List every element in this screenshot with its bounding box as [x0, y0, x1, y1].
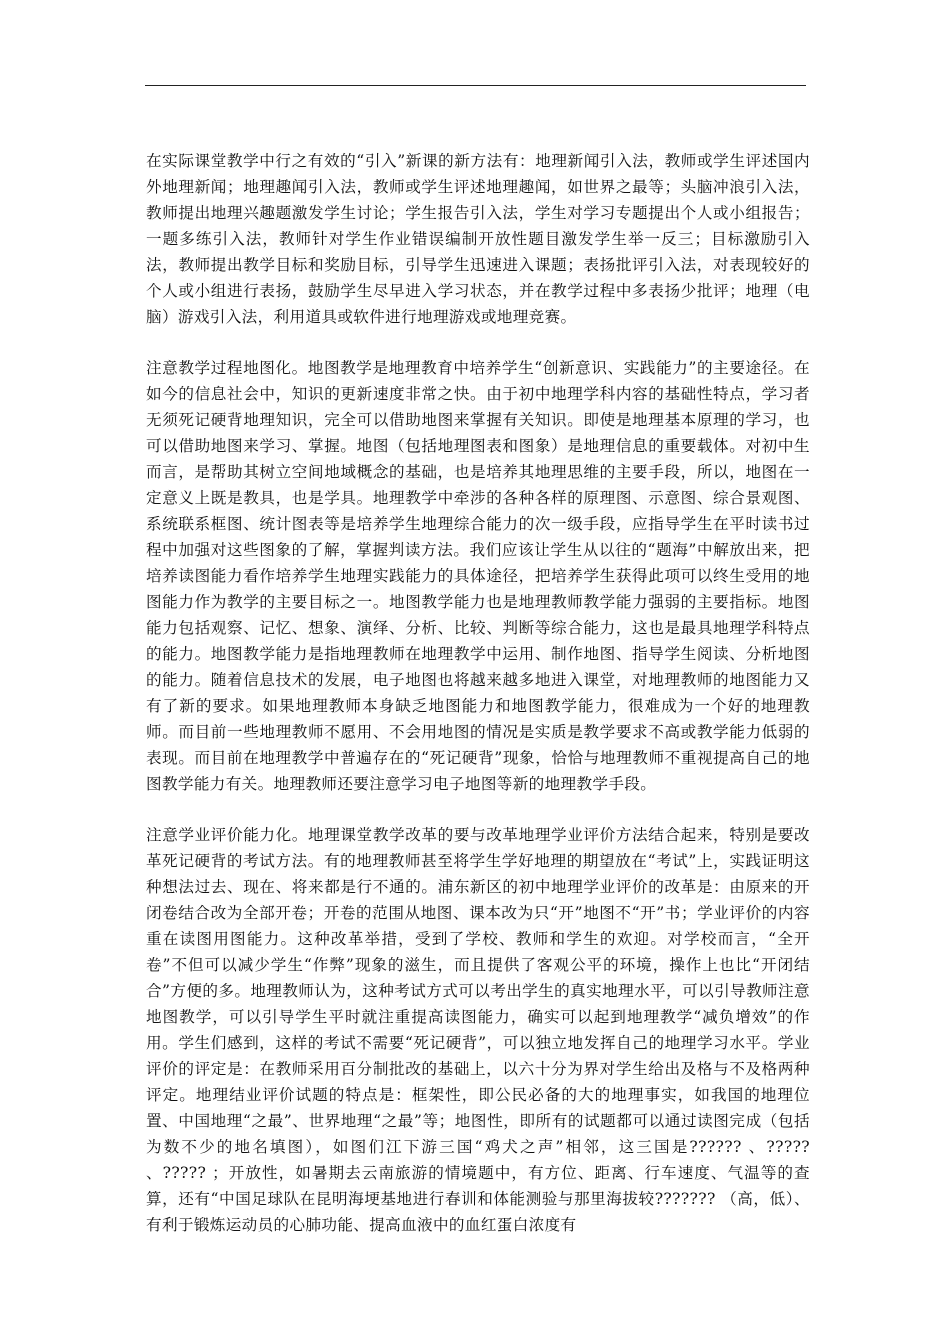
paragraph-assessment: 注意学业评价能力化。地理课堂教学改革的要与改革地理学业评价方法结合起来，特别是要改革死记硬背的考试方法。有的地理教师甚至将学生学好地理的期望放在“考试”上，实践证明这种想法过去、现在、将来都是行不通的。浦东新区的初中地理学业评价的改革是：由原来的开闭卷结合改为全部开卷；开卷的范围从地图、课本改为只“开”地图不“开”书；学业评价的内容重在读图用图能力。这种改革举措，受到了学校、教师和学生的欢迎。对学校而言，“全开卷”不但可以减少学生“作弊”现象的滋生，而且提供了客观公平的环境，操作上也比“开闭结合”方便的多。地理教师认为，这种考试方式可以考出学生的真实地理水平，可以引导教师注意地图教学，可以引导学生平时就注重提高读图能力，确实可以起到地理教学“减负增效”的作用。学生们感到，这样的考试不需要“死记硬背”，可以独立地发挥自己的地理学习水平。学业评价的评定是：在教师采用百分制批改的基础上，以六十分为界对学生给出及格与不及格两种评定。地理结业评价试题的特点是：框架性，即公民必备的大的地理事实，如我国的地理位置、中国地理“之最”、世界地理“之最”等；地图性，即所有的试题都可以通过读图完成（包括为数不少的地名填图），如图们江下游三国“鸡犬之声”相邻，这三国是?????? 、????? 、????? ；开放性，如暑期去云南旅游的情境题中，有方位、距离、行车速度、气温等的查算，还有“中国足球队在昆明海埂基地进行春训和体能测验与那里海拔较??????? （高，低）、有利于锻炼运动员的心肺功能、提高血液中的血红蛋白浓度有	[146, 826, 810, 1234]
header-rule	[145, 85, 806, 86]
paragraph-map-teaching: 注意教学过程地图化。地图教学是地理教育中培养学生“创新意识、实践能力”的主要途径。在如今的信息社会中，知识的更新速度非常之快。由于初中地理学科内容的基础性特点，学习者无须死记硬背地理知识，完全可以借助地图来掌握有关知识。即使是地理基本原理的学习，也可以借助地图来学习、掌握。地图（包括地理图表和图象）是地理信息的重要载体。对初中生而言，是帮助其树立空间地域概念的基础，也是培养其地理思维的主要手段，所以，地图在一定意义上既是教具，也是学具。地理教学中牵涉的各种各样的原理图、示意图、综合景观图、系统联系框图、统计图表等是培养学生地理综合能力的次一级手段，应指导学生在平时读书过程中加强对这些图象的了解，掌握判读方法。我们应该让学生从以往的“题海”中解放出来，把培养读图能力看作培养学生地理实践能力的具体途径，把培养学生获得此项可以终生受用的地图能力作为教学的主要目标之一。地图教学能力也是地理教师教学能力强弱的主要指标。地图能力包括观察、记忆、想象、演绎、分析、比较、判断等综合能力，这也是最具地理学科特点的能力。地图教学能力是指地理教师在地理教学中运用、制作地图、指导学生阅读、分析地图的能力。随着信息技术的发展，电子地图也将越来越多地进入课堂，对地理教师的地图能力又有了新的要求。如果地理教师本身缺乏地图能力和地图教学能力，很难成为一个好的地理教师。而目前一些地理教师不愿用、不会用地图的情况是实质是教学要求不高或教学能力低弱的表现。而目前在地理教学中普遍存在的“死记硬背”现象，恰恰与地理教师不重视提高自己的地图教学能力有关。地理教师还要注意学习电子地图等新的地理教学手段。	[146, 359, 810, 793]
document-body	[146, 148, 810, 1263]
paragraph-introduction-methods: 在实际课堂教学中行之有效的“引入”新课的新方法有：地理新闻引入法，教师或学生评述国内外地理新闻；地理趣闻引入法，教师或学生评述地理趣闻，如世界之最等；头脑冲浪引入法，教师提出地理兴趣题激发学生讨论；学生报告引入法，学生对学习专题提出个人或小组报告；一题多练引入法，教师针对学生作业错误编制开放性题目激发学生举一反三；目标激励引入法，教师提出教学目标和奖励目标，引导学生迅速进入课题；表扬批评引入法，对表现较好的个人或小组进行表扬，鼓励学生尽早进入学习状态，并在教学过程中多表扬少批评；地理（电脑）游戏引入法，利用道具或软件进行地理游戏或地理竞赛。	[146, 152, 810, 326]
